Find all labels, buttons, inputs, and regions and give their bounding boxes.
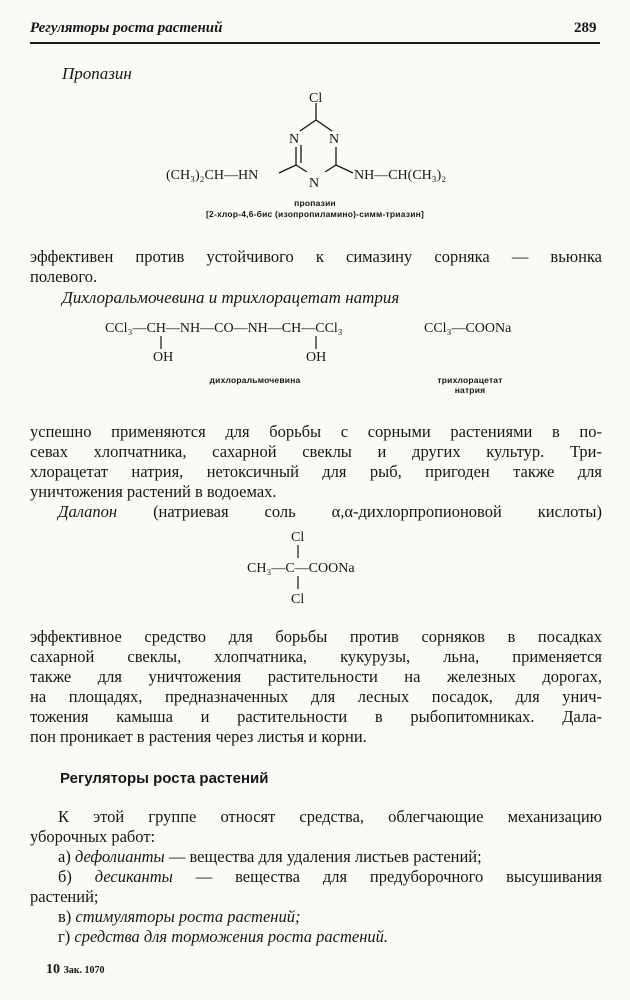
- list-item-a: [30, 847, 602, 867]
- text-line: эффективен против устойчивого к симазину сорняка — вьюнка: [30, 247, 602, 266]
- text-line: тожения камыша и растительности в рыбопитомниках. Далa-: [30, 707, 602, 726]
- text-line: эффективное средство для борьбы против сорняков в посадках: [30, 627, 602, 646]
- propazine-n-right: N: [329, 132, 340, 147]
- running-header-title: Регуляторы роста растений: [30, 20, 223, 36]
- signature-number: 10: [46, 962, 60, 977]
- propazine-n-left: N: [289, 132, 300, 147]
- propazine-n-bottom: N: [309, 176, 320, 191]
- propazine-cl-atom: Cl: [309, 91, 323, 106]
- tca-formula: CCl₃—COONa: [424, 321, 512, 336]
- text-line: хлорацетат натрия, нетоксичный для рыб, пригоден также для: [30, 462, 602, 481]
- dichloral-caption: дихлоральмочевина: [209, 375, 301, 385]
- dichloral-oh-right: OH: [306, 350, 327, 365]
- list-marker: в): [58, 907, 72, 926]
- list-item-c: [30, 907, 602, 927]
- text-line: на площадях, предназначенных для лесных посадок, для унич-: [30, 687, 602, 706]
- list-marker: а): [58, 847, 71, 866]
- text-line: растений;: [30, 887, 99, 906]
- page-number: 289: [574, 20, 597, 36]
- text-line: полевого.: [30, 267, 98, 286]
- text-line: уничтожения растений в водоемах.: [30, 482, 277, 501]
- list-term: десиканты: [94, 867, 173, 886]
- printer-signature: [46, 962, 105, 978]
- propazine-right-group: NH—CH(CH₃)₂: [354, 168, 447, 183]
- section-heading: Регуляторы роста растений: [60, 770, 269, 787]
- list-item-b: [30, 867, 602, 887]
- text-line: К этой группе относят средства, облегчающие механизацию: [58, 807, 602, 826]
- list-marker: б): [58, 867, 72, 886]
- text-line: уборочных работ:: [30, 827, 156, 846]
- list-rest: — вещества для удаления листьев растений;: [164, 847, 482, 866]
- section-body: [30, 807, 602, 947]
- tca-caption-line1: трихлорацетат: [437, 375, 503, 385]
- text-line: также для уничтожения растительности на железных дорогах,: [30, 667, 602, 686]
- dalapon-cl-bottom: Cl: [291, 592, 305, 607]
- dichloral-oh-left: OH: [153, 350, 174, 365]
- dalapon-cl-top: Cl: [291, 530, 305, 545]
- dalapon-description: (натриевая соль α,α-дихлорпропионовой кислоты): [153, 502, 602, 521]
- text-line: успешно применяются для борьбы с сорными растениями в по-: [30, 422, 602, 441]
- dichloral-title: Дихлоральмочевина и трихлорацетат натрия: [62, 288, 400, 307]
- dalapon-title: Далапон: [58, 502, 118, 521]
- list-marker: г): [58, 927, 71, 946]
- text-line: севах хлопчатника, сахарной свеклы и других культур. Три-: [30, 442, 602, 461]
- signature-text: Зак. 1070: [63, 965, 105, 976]
- text-line: пон проникает в растения через листья и корни.: [30, 727, 367, 746]
- dalapon-formula: CH₃—C—COONa: [247, 561, 355, 576]
- list-term: стимуляторы роста растений;: [75, 907, 301, 926]
- list-rest: — вещества для предуборочного высушивания: [172, 867, 602, 886]
- list-term: дефолианты: [74, 847, 165, 866]
- propazine-caption-iupac: [2-хлор-4,6-бис (изопропиламино)-симм-триазин]: [206, 209, 424, 219]
- text-line: сахарной свеклы, хлопчатника, кукурузы, льна, применяется: [30, 647, 602, 666]
- propazine-left-group: (CH₃)₂CH—HN: [166, 168, 259, 183]
- paragraph-dalapon: [30, 627, 602, 747]
- list-term: средства для торможения роста растений.: [74, 927, 389, 946]
- propazine-caption-name: пропазин: [294, 198, 336, 208]
- dichloral-formula: CCl₃—CH—NH—CO—NH—CH—CCl₃: [105, 321, 343, 336]
- list-item-d: [30, 927, 602, 947]
- propazine-title: Пропазин: [62, 64, 132, 83]
- tca-caption-line2: натрия: [454, 385, 486, 395]
